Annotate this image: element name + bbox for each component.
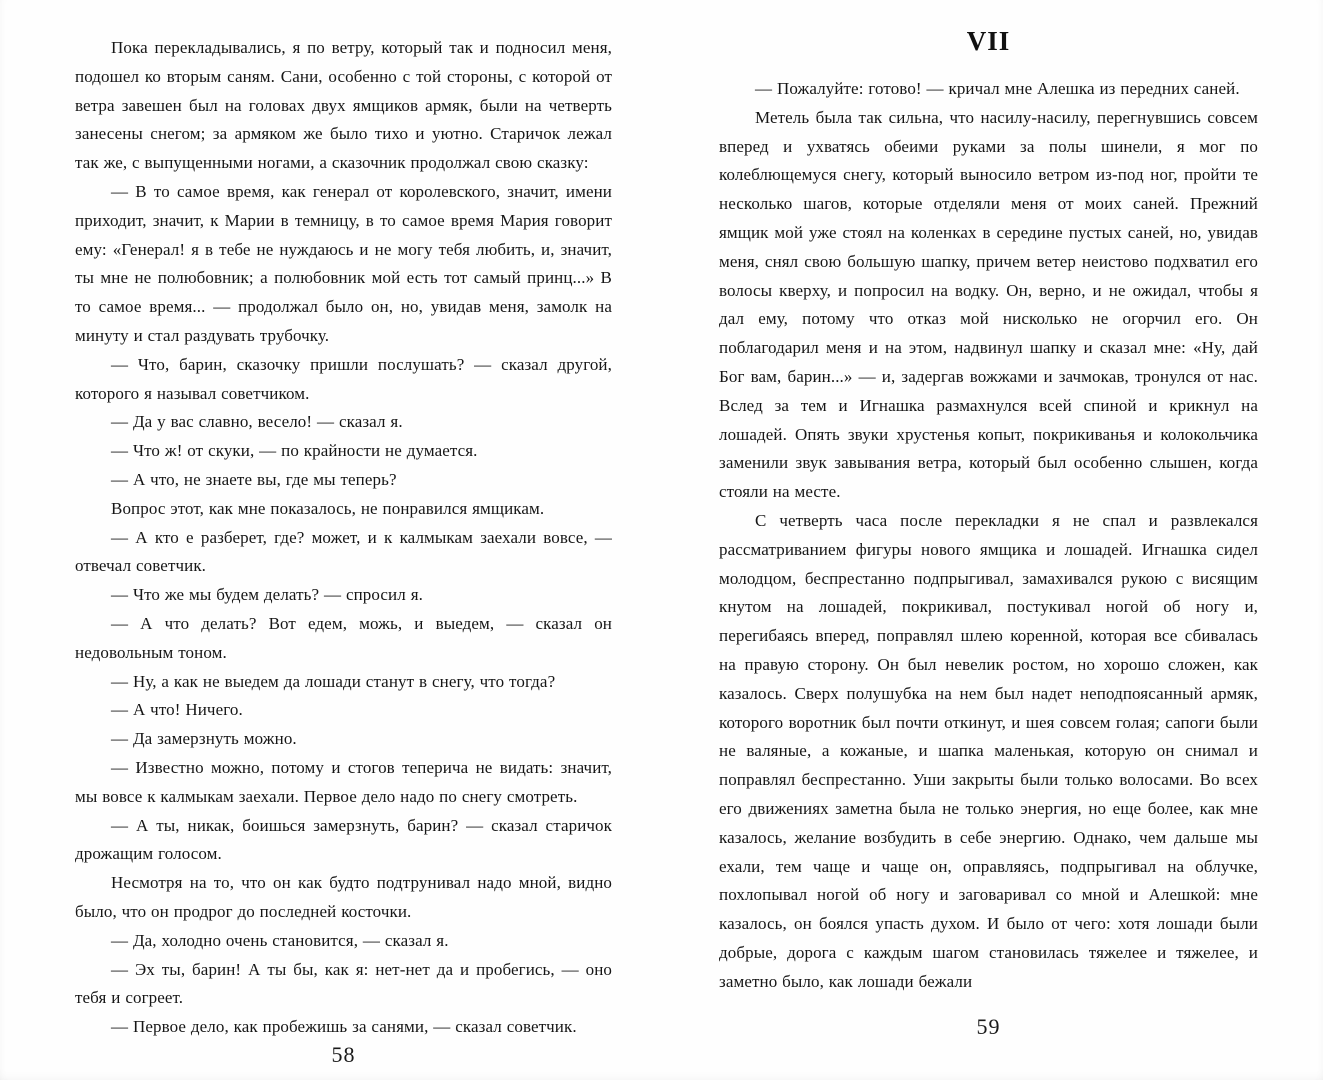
paragraph: — Да, холодно очень становится, — сказал я. [111,930,449,950]
right-page [719,0,1258,1044]
left-page [75,0,612,1067]
paragraph: — Что, барин, сказочку пришли послушать? — сказал другой, которого я называл советчиком. [75,354,612,403]
paragraph: — А что! Ничего. [111,700,243,720]
paragraph: — В то самое время, как генерал от королевского, значит, имени приходит, значит, к Марии в темницу, в то самое время Мария говорит ему: «Генерал! я в тебе не нуждаюсь и не могу тебя любить, и, значит, ты мне не полюбовник; а полюбовник мой есть тот самый принц...» В то самое время... — продолжал было он, но, увидав меня, замолк на минуту и стал раздувать трубочку. [75,181,612,345]
paragraph: Вопрос этот, как мне показалось, не понравился ямщикам. [111,498,545,518]
paragraph: — А кто е разберет, где? может, и к калмыкам заехали вовсе, — отвечал советчик. [75,527,612,576]
paragraph: — Что же мы будем делать? — спросил я. [111,585,423,605]
left-page-number: 58 [331,1041,356,1067]
paragraph: — Эх ты, барин! А ты бы, как я: нет-нет да и пробегись, — оно тебя и согреет. [75,959,612,1008]
paragraph: Несмотря на то, что он как будто подтрунивал надо мной, видно было, что он продрог до последней косточки. [75,873,612,921]
paragraph: — А ты, никак, боишься замерзнуть, барин? — сказал старичок дрожащим голосом. [75,815,612,864]
paragraph: — А что, не знаете вы, где мы теперь? [111,469,397,489]
paragraph: Метель была так сильна, что насилу-насилу, перегнувшись совсем вперед и ухватясь обеими руками за полы шинели, я мог по колеблющемуся снегу, который выносило ветром из-под ног, пройти те несколько шагов, которые отделяли меня от моих саней. Прежний ямщик мой уже стоял на коленках в середине пустых саней, но, увидав меня, снял свою большую шапку, причем ветер неистово подхватил его волосы кверху, и попросил на водку. Он, верно, и не ожидал, чтобы я дал ему, потому что отказ мой нисколько не огорчил его. Он поблагодарил меня и на этом, надвинул шапку и сказал мне: «Ну, дай Бог вам, барин...» — и, задергав вожжами и зачмокав, тронулся от нас. Вслед за тем и Игнашка размахнулся всей спиной и крикнул на лошадей. Опять звуки хрустенья копыт, покрикиванья и колокольчика заменили звук завывания ветра, который был особенно слышен, когда стояли на месте. [719,107,1258,502]
paragraph: С четверть часа после перекладки я не спал и развлекался рассматриванием фигуры нового ямщика и лошадей. Игнашка сидел молодцом, беспрестанно подпрыгивал, замахивался рукою с висящим кнутом на лошадей, покрикивал, постукивал ногой об ногу и, перегибаясь вперед, поправлял шлею коренной, которая все сбивалась на правую сторону. Он был невелик ростом, но хорошо сложен, как казалось. Сверх полушубка на нем был надет неподпоясанный армяк, которого воротник был почти откинут, и шея совсем голая; сапоги были не валяные, а кожаные, и шапка маленькая, которую он снимал и поправлял беспрестанно. Уши закрыты были только волосами. Во всех его движениях заметна была не только энергия, но еще более, как мне казалось, желание возбудить в себе энергию. Однако, чем дальше мы ехали, тем чаще и чаще он, оправляясь, подпрыгивал на облучке, похлопывал ногой об ногу и заговаривал со мной и Алешкой: мне казалось, он боялся упасть духом. И было от чего: хотя лошади были добрые, дорога с каждым шагом становилась тяжелее и тяжелее, и заметно было, как лошади бежали [719,510,1258,991]
paragraph: — Известно можно, потому и стогов теперича не видать: значит, мы вовсе к калмыкам заехали. Первое дело надо по снегу смотреть. [75,757,612,806]
paragraph: — Пожалуйте: готово! — кричал мне Алешка из передних саней. [755,79,1240,98]
paragraph: — Ну, а как не выедем да лошади станут в снегу, что тогда? [111,671,556,691]
paragraph: — А что делать? Вот едем, можь, и выедем, — сказал он недовольным тоном. [75,613,612,662]
chapter-heading: VII [966,26,1011,56]
paragraph: — Что ж! от скуки, — по крайности не думается. [111,441,478,461]
paragraph: — Да замерзнуть можно. [111,729,297,749]
left-page-text [75,34,612,1042]
paragraph: — Да у вас славно, весело! — сказал я. [111,412,403,432]
paragraph: — Первое дело, как пробежишь за санями, — сказал советчик. [111,1017,577,1037]
paragraph: Пока перекладывались, я по ветру, который так и подносил меня, подошел ко вторым саням. Сани, особенно с той стороны, с которой от ветра завешен был на головах двух ямщиков армяк, были на четверть занесены снегом; за армяком же было тихо и уютно. Старичок лежал так же, с выпущенными ногами, а сказочник продолжал свою сказку: [75,38,612,173]
right-page-text [719,75,1258,997]
right-page-number: 59 [976,1014,1001,1039]
